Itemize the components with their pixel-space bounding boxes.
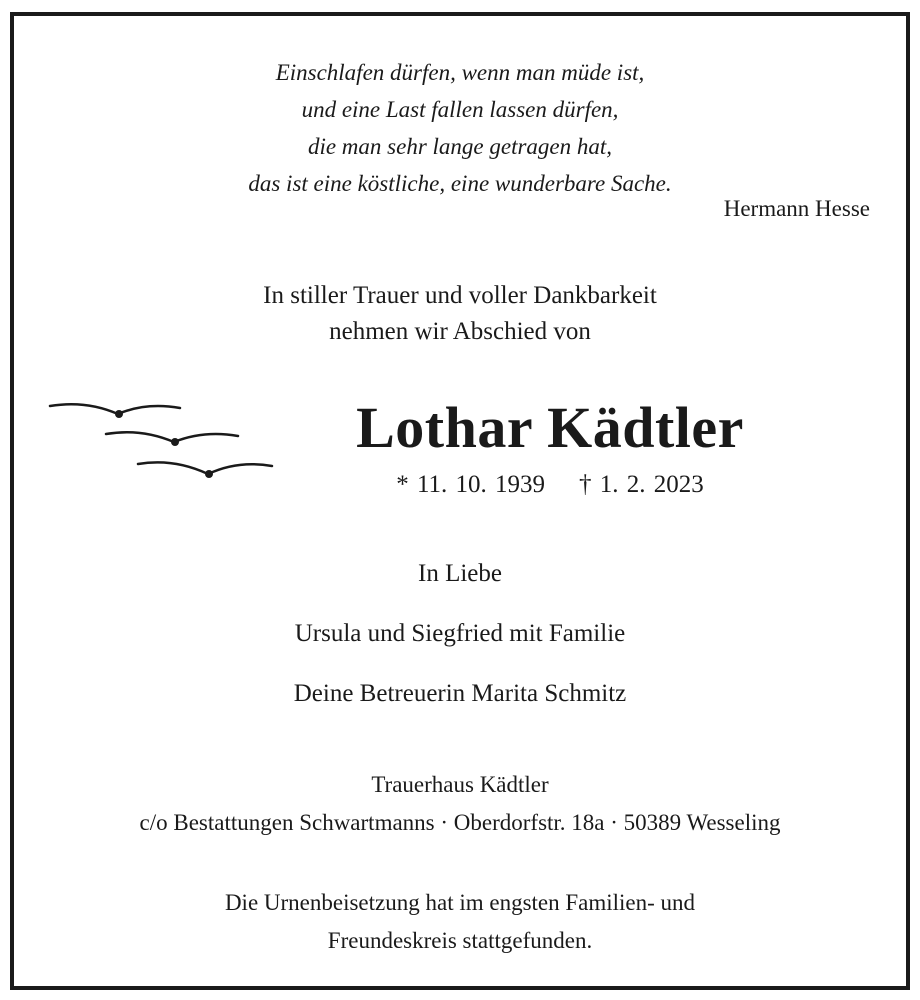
note-line: Freundeskreis stattgefunden. (327, 928, 593, 953)
obituary-frame (10, 12, 910, 990)
poem-author: Hermann Hesse (723, 196, 870, 221)
poem-line: die man sehr lange getragen hat, (307, 134, 613, 159)
poem (14, 54, 906, 202)
intro-line: In stiller Trauer und voller Dankbarkeit (263, 282, 657, 309)
intro-line: nehmen wir Abschied von (329, 318, 591, 345)
life-dates (194, 471, 906, 499)
caregiver-line: Deine Betreuerin Marita Schmitz (293, 680, 627, 707)
family-line: Ursula und Siegfried mit Familie (294, 620, 626, 647)
deceased-name: Lothar Kädtler (356, 395, 744, 460)
note-line: Die Urnenbeisetzung hat im engsten Familien- und (224, 890, 696, 915)
birth-date: * 11. 10. 1939 (396, 471, 546, 498)
death-date: † 1. 2. 2023 (579, 471, 704, 498)
house-name: Trauerhaus Kädtler (371, 772, 549, 797)
intro-text (14, 278, 906, 350)
house-address: c/o Bestattungen Schwartmanns · Oberdorfstr. 18a · 50389 Wesseling (139, 810, 781, 835)
mourners (14, 556, 906, 736)
poem-line: und eine Last fallen lassen dürfen, (301, 97, 619, 122)
burial-note (14, 884, 906, 960)
poem-line: das ist eine köstliche, eine wunderbare Sache. (248, 171, 672, 196)
mourning-house (14, 766, 906, 842)
poem-line: Einschlafen dürfen, wenn man müde ist, (275, 60, 645, 85)
closing-line: In Liebe (418, 560, 502, 587)
